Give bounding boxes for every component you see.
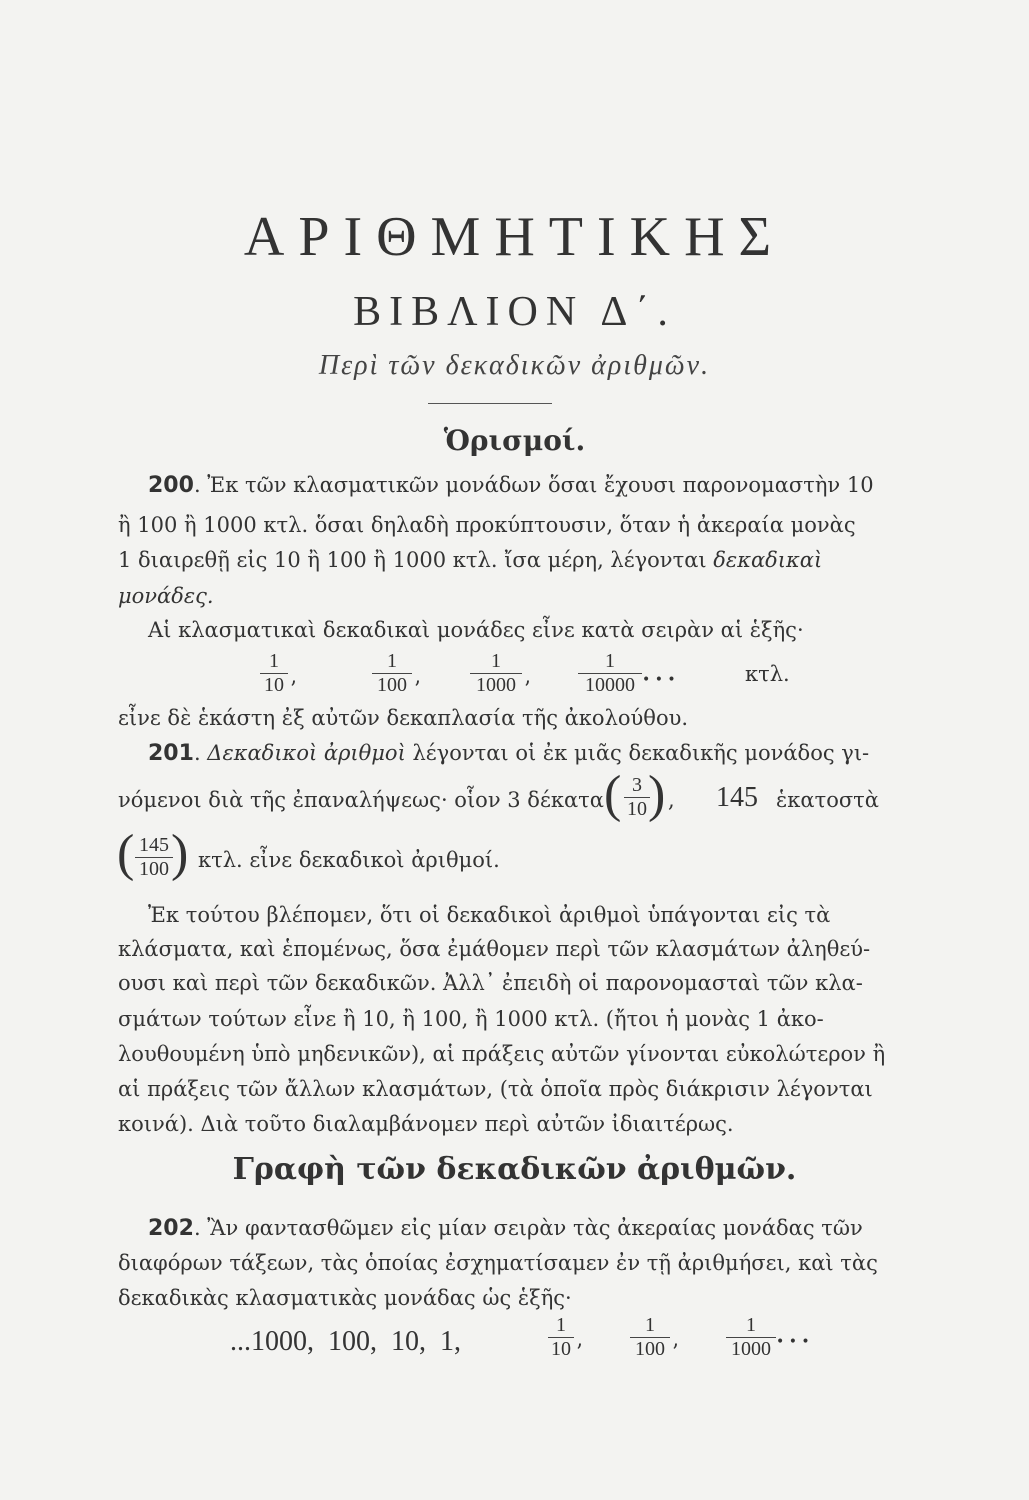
p201-term: Δεκαδικοὶ ἀριθμοὶ [207,741,406,765]
fraction-1-100 [630,1314,670,1360]
p201-line-8: λουθουμένη ὑπὸ μηδενικῶν), αἱ πράξεις αὐτῶν γίνονται εὐκολώτερον ἢ [118,1042,886,1066]
p200-line-5: Αἱ κλασματικαὶ δεκαδικαὶ μονάδες εἶνε κατὰ σειρὰν αἱ ἑξῆς· [148,618,804,642]
fraction-denominator: 1000 [476,674,516,696]
fraction-numerator: 145 [139,834,169,856]
fraction-numerator: 3 [632,774,642,796]
section-heading-definitions: Ὁρισμοί. [443,424,586,457]
fraction-145-100 [135,834,173,880]
p201-line-3: κτλ. εἶνε δεκαδικοὶ ἀριθμοί. [198,848,500,872]
p202-line-3: δεκαδικὰς κλασματικὰς μονάδας ὡς ἑξῆς· [118,1286,572,1310]
p200-line-6: εἶνε δὲ ἑκάστη ἐξ αὐτῶν δεκαπλασία τῆς ἀκολούθου. [118,706,689,730]
fraction-denominator: 10 [264,674,284,696]
fraction-numerator: 1 [645,1314,655,1336]
divider-rule [428,403,552,404]
p202-line-1 [148,1216,863,1241]
fraction-denominator: 10000 [585,674,635,696]
paren-right: ) [171,825,189,882]
fraction-denominator: 10 [627,798,647,820]
fraction-numerator: 1 [605,650,615,672]
fraction-1-10 [260,650,288,696]
fraction-denominator: 100 [139,858,169,880]
book-subject: Περὶ τῶν δεκαδικῶν ἀριθμῶν. [318,350,711,381]
book-title: ΑΡΙΘΜΗΤΙΚΗΣ [243,206,786,268]
fraction-denominator: 100 [635,1338,665,1360]
p201-line-7: σμάτων τούτων εἶνε ἢ 10, ἢ 100, ἢ 1000 κτλ. (ἤτοι ἡ μονὰς 1 ἀκο- [118,1007,824,1031]
p202-number: 202 [148,1216,194,1241]
p200-text-3: 1 διαιρεθῇ εἰς 10 ἢ 100 ἢ 1000 κτλ. ἴσα μέρη, λέγονται [118,548,714,572]
book-number: ΒΙΒΛΙΟΝ Δ΄. [353,289,676,335]
p200-number: 200 [148,473,194,498]
p200-line-2: ἢ 100 ἢ 1000 κτλ. ὅσαι δηλαδὴ προκύπτουσιν, ὅταν ἡ ἀκεραία μονὰς [118,513,856,537]
p201-hekatosta: ἑκατοστὰ [776,788,879,812]
fraction-numerator: 1 [269,650,279,672]
fraction-numerator: 1 [491,650,501,672]
fraction-separator: ’ [576,1340,583,1364]
fraction-1-1000 [470,650,522,696]
fraction-1-1000 [726,1314,776,1360]
p201-line-6: ουσι καὶ περὶ τῶν δεκαδικῶν. Ἀλλ᾽ ἐπειδὴ οἱ παρονομασταὶ τῶν κλα- [118,971,863,995]
fraction-3-10 [624,774,650,820]
p200-line-1 [148,473,874,498]
ellipsis-dots: • • • [776,1334,810,1350]
p202-series: ...1000, 100, 10, 1, [230,1326,461,1357]
p201-line-5: κλάσματα, καὶ ἑπομένως, ὅσα ἐμάθομεν περὶ τῶν κλασμάτων ἀληθεύ- [118,937,871,961]
p200-line-4: μονάδες. [118,584,214,608]
p201-text-1: λέγονται οἱ ἐκ μιᾶς δεκαδικῆς μονάδος γι- [405,741,870,765]
p200-line-3 [118,548,822,572]
fraction-numerator: 1 [746,1314,756,1336]
p201-comma: , [668,788,675,812]
fraction-separator: ’ [672,1340,679,1364]
p200-text-1: . Ἐκ τῶν κλασματικῶν μονάδων ὅσαι ἔχουσι παρονομαστὴν 10 [193,473,874,497]
section-heading-writing: Γραφὴ τῶν δεκαδικῶν ἀριθμῶν. [232,1152,797,1187]
fraction-numerator: 1 [556,1314,566,1336]
fraction-1-10 [548,1314,574,1360]
fraction-denominator: 1000 [731,1338,771,1360]
p201-line-4: Ἐκ τούτου βλέπομεν, ὅτι οἱ δεκαδικοὶ ἀριθμοὶ ὑπάγονται εἰς τὰ [148,903,831,927]
p201-number-145: 145 [716,782,758,813]
p201-line-10: κοινά). Διὰ τοῦτο διαλαμβάνομεν περὶ αὐτῶν ἰδιαιτέρως. [118,1112,734,1136]
paren-left: ( [604,766,622,823]
p201-line-1 [148,741,869,766]
fraction-denominator: 100 [377,674,407,696]
fraction-numerator: 1 [387,650,397,672]
p201-line-9: αἱ πράξεις τῶν ἄλλων κλασμάτων, (τὰ ὁποῖα πρὸς διάκρισιν λέγονται [118,1077,873,1101]
fraction-1-100 [372,650,412,696]
fraction-1-10000 [578,650,642,696]
p200-term: δεκαδικαὶ [713,548,823,572]
p201-number: 201 [148,741,194,766]
p202-line-2: διαφόρων τάξεων, τὰς ὁποίας ἐσχηματίσαμεν ἐν τῇ ἀριθμήσει, καὶ τὰς [118,1251,878,1275]
fraction-separator: ’ [290,677,297,701]
p202-text-1: . Ἂν φαντασθῶμεν εἰς μίαν σειρὰν τὰς ἀκεραίας μονάδας τῶν [193,1216,863,1240]
fraction-separator: ’ [414,677,421,701]
p200-ktl: κτλ. [745,662,790,686]
paren-left: ( [117,825,135,882]
ellipsis-dots: • • • [642,672,676,688]
p201-dot: . [193,741,208,765]
paren-right: ) [648,766,666,823]
fraction-denominator: 10 [551,1338,571,1360]
p201-line-2: νόμενοι διὰ τῆς ἐπαναλήψεως· οἷον 3 δέκατα [118,788,604,812]
fraction-separator: ’ [524,677,531,701]
